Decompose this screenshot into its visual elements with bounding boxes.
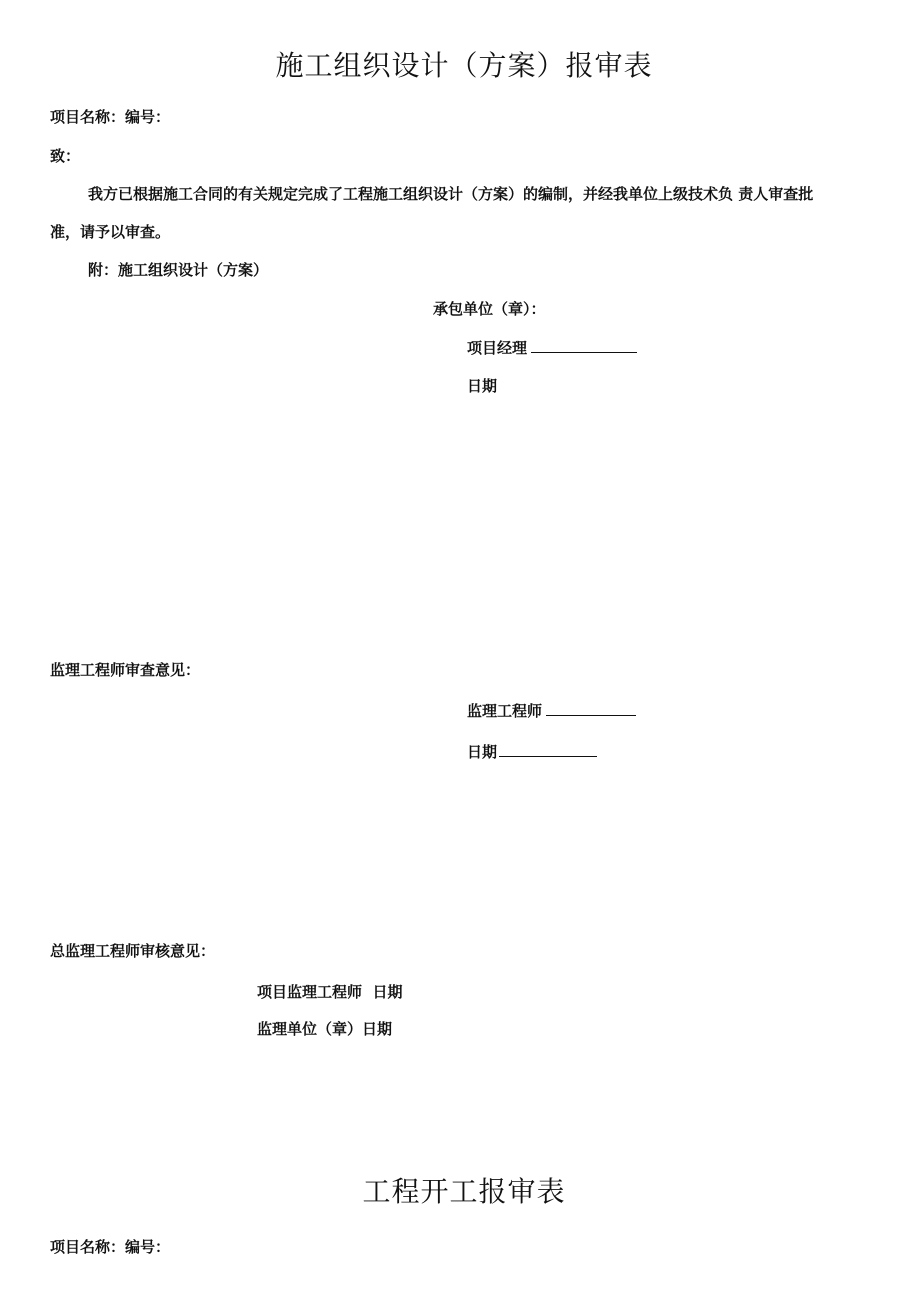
chief-opinion-label: 总监理工程师审核意见：: [50, 942, 216, 960]
date-label-1: 日期: [467, 377, 498, 395]
addressee-line: 致：: [50, 147, 81, 165]
supervisor-opinion-label: 监理工程师审查意见：: [50, 661, 201, 679]
project-manager-signature-line: [531, 338, 637, 353]
date-label-2: 日期: [467, 743, 498, 761]
form1-title: 施工组织设计（方案）报审表: [275, 49, 653, 82]
form2-project-name-line: 项目名称：编号：: [50, 1238, 171, 1256]
date-signature-line-2: [499, 742, 597, 757]
date-row-2: [467, 742, 597, 762]
supervisor-engineer-signature-line: [546, 701, 636, 716]
supervisor-engineer-row: [467, 701, 636, 721]
contractor-seal-label: 承包单位（章）：: [433, 300, 546, 318]
body-paragraph-line1: 我方已根据施工合同的有关规定完成了工程施工组织设计（方案）的编制，并经我单位上级技术负 责人审查批: [88, 185, 814, 203]
project-manager-row: [467, 338, 637, 358]
form2-title: 工程开工报审表: [362, 1175, 566, 1208]
attachment-line: 附：施工组织设计（方案）: [88, 261, 269, 279]
supervision-seal-line: 监理单位（章）日期: [257, 1020, 393, 1038]
project-name-line: 项目名称：编号：: [50, 108, 171, 126]
project-manager-label: 项目经理: [467, 339, 528, 357]
supervisor-engineer-label: 监理工程师: [467, 702, 543, 720]
chief-sign-line: 项目监理工程师 日期: [257, 983, 403, 1001]
body-paragraph-line2: 准，请予以审查。: [50, 223, 171, 241]
